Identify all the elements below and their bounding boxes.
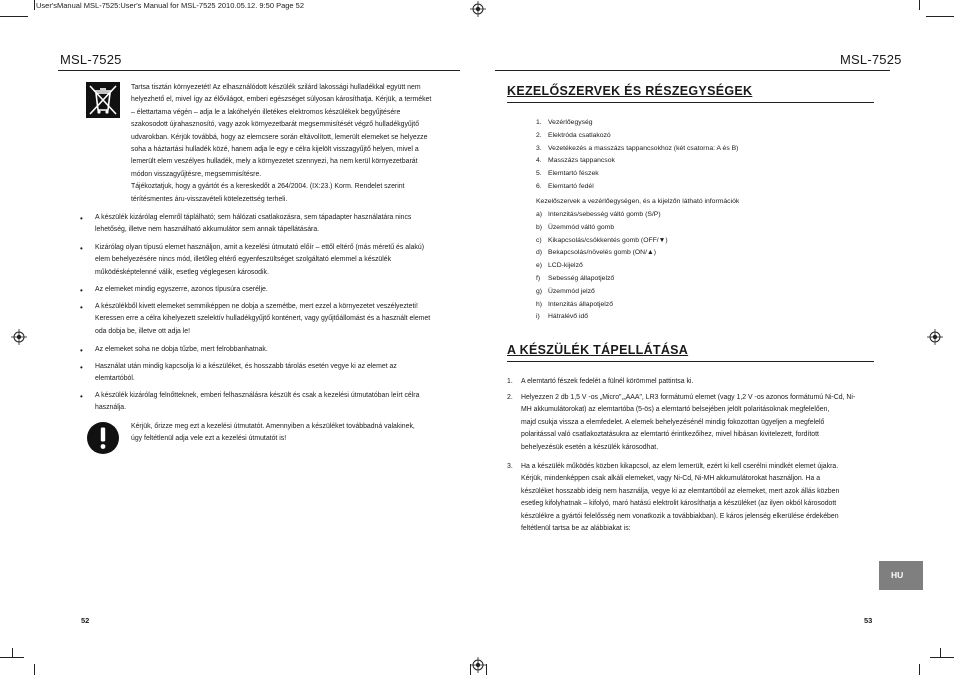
bullet-dot: • bbox=[80, 214, 83, 223]
list-item: b) Üzemmód váltó gomb bbox=[536, 223, 615, 231]
list-item: g) Üzemmód jelző bbox=[536, 287, 595, 295]
list-item: e) LCD-kijelző bbox=[536, 262, 583, 270]
list-item: A készülék kizárólag felnőtteknek, emberi felhasználásra készült és csak a kezelési útmutatóban leírt célra használja. bbox=[95, 392, 420, 412]
header-rule-right bbox=[495, 70, 890, 71]
parts-list bbox=[536, 117, 876, 194]
weee-line: Tájékoztatjuk, hogy a gyártót és a kereskedőt a 264/2004. (IX:23.) Korm. Rendelet szerint bbox=[131, 183, 405, 191]
section-rule bbox=[507, 102, 874, 103]
weee-notice bbox=[131, 82, 461, 206]
step-item: 3. Ha a készülék működés közben kikapcsol, az elem lemerült, ezért ki kell cserélni mindkét elemet újakra. Kérjük, mindenképpen csak alkáli elemeket, vagy Ni-Cd, Ni-MH akkumulátorokat használjon. Ha a készüléket hosszabb ideig nem használja, vegye ki az elemtartóból az elemeket, mert azok állás közben esetleg kifolyhatnak – kifolyó, maró hatású elektrolit károsíthatja a készüléket (az ilyen okból károsodott készülékre a gyártói felelősség nem vonatkozik a továbbiakban). E káros jelenség elkerülése érdekében feltétlenül tartsa be az alábbiakat is: bbox=[507, 463, 840, 533]
exclamation-warning-icon bbox=[86, 421, 120, 455]
registration-mark-icon bbox=[927, 329, 943, 345]
bullet-dot: • bbox=[80, 303, 83, 312]
weee-line: – élettartama végén – adja le a lakóhelyén illetékes elektromos készülékek begyűjtésére bbox=[131, 108, 401, 116]
list-item: 6. Elemtartó fedél bbox=[536, 182, 594, 190]
weee-line: térítésmentes áru-visszavételi kötelezettség terheli. bbox=[131, 195, 288, 203]
section-title-power: A KÉSZÜLÉK TÁPELLÁTÁSA bbox=[507, 343, 689, 357]
list-item: i) Hátralévő idő bbox=[536, 313, 589, 321]
weee-line: soha a háztartási hulladék közé, hanem adja le egy e célra kijelölt visszagyűjtő helyen, mivel a bbox=[131, 146, 419, 154]
list-item: h) Intenzitás állapotjelző bbox=[536, 300, 613, 308]
list-item: 1. Vezérlőegység bbox=[536, 119, 593, 126]
list-item: A készülék kizárólag elemről táplálható; sem hálózati csatlakozásra, sem tápadapter használatára nincs lehetőség, illetve nem használható akkumulátor sem annak tápellátására. bbox=[95, 214, 412, 234]
weee-line: Tartsa tisztán környezetét! Az elhasználódott készülék szilárd lakossági hulladékkal együtt nem bbox=[131, 84, 421, 91]
step-item: 1. A elemtartó fészek fedelét a fülnél körömmel pattintsa ki. bbox=[507, 378, 694, 385]
list-item: Az elemeket soha ne dobja tűzbe, mert felrobbanhatnak. bbox=[95, 346, 268, 353]
list-item: A készülékből kivett elemeket semmiképpen ne dobja a szemétbe, mert ezzel a környezetet veszélyezteti! Keressen erre a célra kihelyezett szelektív hulladékgyűjtő konténert, vagy gyűjtőállomást és a használt elemet oda dobja be, illetve ott adja le! bbox=[95, 303, 431, 335]
step-item: 2. Helyezzen 2 db 1,5 V -os „Micro",„AAA", LR3 formátumú elemet (vagy 1,2 V -os azonos formátumú Ni-Cd, Ni- MH akkumulátorokat) az elemtartóba (5-ös) a elemtartó belsejében jelölt polaritásoknak megfelelően, majd csukja vissza a elemfedelet. A elemek behelyezésénél mindig fokozottan ügyeljen a megfelelő polaritással való csatlakoztatásukra az elemtartó érintkezőihez, mivel hibásan kivitelezett, fordított behelyezésük esetén a készülék károsodhat. bbox=[507, 394, 856, 451]
weee-line: helyezhető el, mivel így az élővilágot, emberi egészséget súlyosan károsíthatja. Kérjük, a terméket bbox=[131, 96, 432, 104]
controls-intro: Kezelőszervek a vezérlőegységen, és a kijelzőn látható információk bbox=[536, 198, 740, 205]
section-title-controls: KEZELŐSZERVEK ÉS RÉSZEGYSÉGEK bbox=[507, 84, 753, 98]
list-item: d) Bekapcsolás/növelés gomb (ON/▲) bbox=[536, 249, 656, 257]
warning-notice: Kérjük, őrizze meg ezt a kezelési útmutatót. Amennyiben a készüléket továbbadná valakinek, úgy feltétlenül adja vele ezt a kezelési útmutatót is! bbox=[131, 423, 415, 443]
list-item: f) Sebesség állapotjelző bbox=[536, 274, 615, 282]
list-item: 4. Masszázs tappancsok bbox=[536, 157, 615, 165]
file-header: User'sManual MSL-7525:User's Manual for MSL-7525 2010.05.12. 9:50 Page 52 bbox=[36, 1, 305, 10]
list-item: 2. Elektróda csatlakozó bbox=[536, 131, 611, 139]
bullet-dot: • bbox=[80, 346, 83, 355]
header-rule-left bbox=[58, 70, 460, 71]
page-model-right: MSL-7525 bbox=[840, 52, 902, 67]
section-rule bbox=[507, 361, 874, 362]
weee-line: udvarokban. Kérjük továbbá, hogy az elemcsere során eltávolított, lemerült elemeket se helyezze bbox=[131, 133, 428, 141]
list-item: Az elemeket mindig egyszerre, azonos típusúra cserélje. bbox=[95, 286, 268, 293]
controls-list bbox=[536, 209, 876, 324]
bullet-dot: • bbox=[80, 363, 83, 372]
registration-mark-icon bbox=[11, 329, 27, 345]
weee-line: szakosodott újrahasznosító, vagy azok környezetbarát megsemmisítését végző hulladékgyűjtő bbox=[131, 121, 420, 129]
list-item: Kizárólag olyan típusú elemet használjon, amit a kezelési útmutató előír – ettől eltérő (más méretű és alakú) elem behelyezésére nincs mód, illetőleg eltérő egyenfeszültséget szolgáltató elemmel a készülék működésképtelenné válik, esetleg véglegesen károsodik. bbox=[95, 244, 425, 276]
weee-line: módon visszagyűjtésre, megsemmisítésre. bbox=[131, 170, 262, 178]
list-item: c) Kikapcsolás/csökkentés gomb (OFF/▼) bbox=[536, 236, 668, 244]
registration-mark-icon bbox=[470, 657, 486, 673]
page-model-left: MSL-7525 bbox=[60, 52, 122, 67]
weee-line: lemerült elem veszélyes hulladék, mely a környezetet szennyezi, ha nem kerül környezetbarát bbox=[131, 158, 418, 166]
page-number-right: 53 bbox=[864, 616, 873, 625]
page-number-left: 52 bbox=[81, 616, 90, 625]
list-item: 3. Vezetékezés a masszázs tappancsokhoz (két csatorna: A és B) bbox=[536, 144, 739, 152]
list-item: a) Intenzitás/sebesség váltó gomb (S/P) bbox=[536, 211, 661, 218]
language-tab: HU bbox=[879, 561, 923, 590]
bullet-dot: • bbox=[80, 286, 83, 295]
crossed-out-wheelie-bin-icon bbox=[86, 82, 120, 118]
registration-mark-icon bbox=[470, 1, 486, 17]
bullet-dot: • bbox=[80, 244, 83, 253]
list-item: 5. Elemtartó fészek bbox=[536, 170, 599, 178]
bullet-dot: • bbox=[80, 392, 83, 401]
list-item: Használat után mindig kapcsolja ki a készüléket, és hosszabb tárolás esetén vegye ki az elemet az elemtartóból. bbox=[95, 363, 397, 383]
